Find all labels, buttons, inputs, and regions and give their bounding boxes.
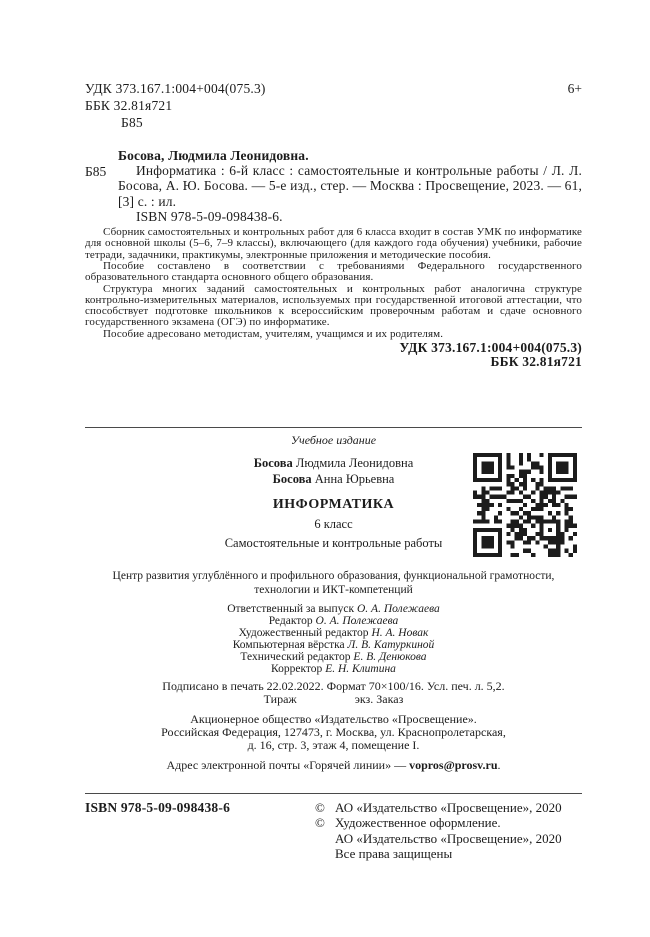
credit-line: Компьютерная вёрстка Л. В. Катуркиной bbox=[232, 638, 435, 651]
author-name: Босова Анна Юрьевна bbox=[272, 471, 395, 486]
udk-code-bold: УДК 373.167.1:004+004(075.3) bbox=[399, 339, 582, 355]
bib-author-heading: Босова, Людмила Леонидовна. bbox=[118, 148, 309, 163]
credit-line: Корректор Е. Н. Клитина bbox=[271, 662, 396, 675]
copyright-icon: © bbox=[315, 800, 325, 815]
copyright-icon: © bbox=[315, 815, 325, 831]
annotation-paragraph-4: Пособие адресовано методистам, учителям, учащимся и их родителям. bbox=[103, 327, 444, 340]
bib-description: Информатика : 6-й класс : самостоятельные и контрольные работы / Л. Л. Босова, А. Ю. Босова. — 5-е изд., стер. — Москва : Просвещение, 2023. — 61, [3] с. : ил. bbox=[118, 163, 582, 209]
publisher-address-line: Российская Федерация, 127473, г. Москва, ул. Краснопролетарская, bbox=[161, 725, 506, 740]
credit-line: Технический редактор Е. В. Денюкова bbox=[240, 650, 427, 663]
hotline-email-line: Адрес электронной почты «Горячей линии» — vopros@prosv.ru. bbox=[166, 758, 501, 773]
copyright-line: АО «Издательство «Просвещение», 2020 bbox=[335, 830, 562, 846]
footer-isbn: ISBN 978-5-09-098438-6 bbox=[85, 800, 231, 815]
annotation-paragraph-2: Пособие составлено в соответствии с требованиями Федерального государственного образовательного стандарта основного общего образования. bbox=[85, 259, 582, 284]
publisher-address-line: д. 16, стр. 3, этаж 4, помещение I. bbox=[247, 738, 420, 753]
print-run-line: Тираж экз. Заказ bbox=[263, 691, 404, 706]
book-title: ИНФОРМАТИКА bbox=[272, 497, 395, 512]
bibliographic-section bbox=[85, 0, 582, 369]
credit-line: Ответственный за выпуск О. А. Полежаева bbox=[227, 603, 440, 615]
classification-codes-bold bbox=[85, 341, 582, 369]
copyright-line: © Художественное оформление. bbox=[315, 815, 501, 831]
qr-code bbox=[473, 453, 577, 557]
copyright-block bbox=[315, 800, 582, 861]
author-name: Босова Людмила Леонидовна bbox=[253, 456, 414, 470]
bib-author-sign: Б85 bbox=[85, 163, 107, 179]
annotation-paragraph-3: Структура многих заданий самостоятельных и контрольных работ аналогична структуре контрольно-измерительных материалов, используемых при государственной итоговой аттестации, что способствует подготовке школьников к всероссийским проверочным работам и сдаче основного государственного экзамена (ОГЭ) по информатике. bbox=[85, 282, 582, 329]
udk-code: УДК 373.167.1:004+004(075.3) bbox=[85, 81, 266, 96]
publishing-center-name: Центр развития углублённого и профильного образования, функциональной грамотности, технологии и ИКТ-компетенций bbox=[112, 570, 555, 596]
classification-codes bbox=[85, 80, 266, 131]
print-date-format-line: Подписано в печать 22.02.2022. Формат 70×100/16. Усл. печ. л. 5,2. bbox=[162, 679, 505, 694]
bib-isbn-line: ISBN 978-5-09-098438-6. bbox=[136, 208, 283, 224]
age-rating-badge: 6+ bbox=[567, 81, 582, 96]
author-sign: Б85 bbox=[121, 115, 143, 130]
series-subtitle: Самостоятельные и контрольные работы bbox=[224, 536, 443, 550]
grade-label: 6 класс bbox=[314, 517, 353, 531]
print-info-block bbox=[85, 680, 582, 705]
annotation-paragraph-1: Сборник самостоятельных и контрольных работ для 6 класса входит в состав УМК по информатике для основной школы (5–6, 7–9 классы), включающего (для каждого года обучения) учебники, рабочие тетради, задачники, практикумы, электронные приложения и методические пособия. bbox=[85, 226, 582, 261]
copyright-line: Все права защищены bbox=[335, 845, 453, 861]
annotation-block bbox=[85, 227, 582, 340]
publisher-address-block bbox=[85, 713, 582, 752]
publisher-name: Акционерное общество «Издательство «Просвещение». bbox=[190, 712, 477, 727]
credits-block bbox=[85, 604, 582, 675]
copyright-line: © АО «Издательство «Просвещение», 2020 bbox=[315, 800, 562, 815]
credit-line: Редактор О. А. Полежаева bbox=[268, 614, 399, 627]
bbk-code-bold: ББК 32.81я721 bbox=[490, 354, 582, 370]
edition-type-label: Учебное издание bbox=[290, 433, 377, 447]
credit-line: Художественный редактор Н. А. Новак bbox=[238, 626, 429, 639]
bbk-code: ББК 32.81я721 bbox=[85, 98, 173, 113]
colophon-section bbox=[85, 427, 582, 773]
footer-section bbox=[85, 793, 582, 861]
